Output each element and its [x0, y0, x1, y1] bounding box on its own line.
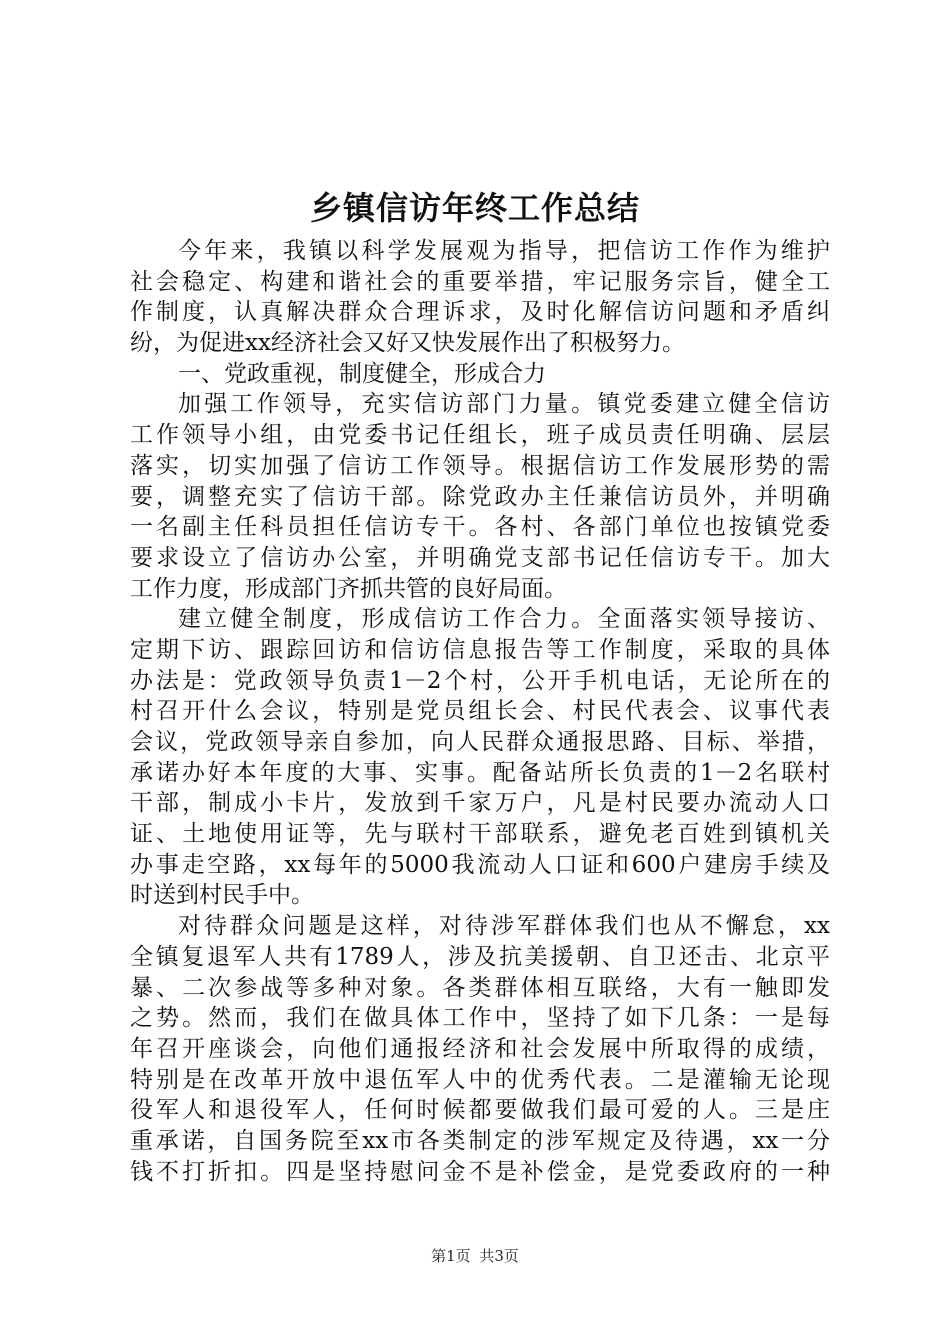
- text-line: 钱不打折扣。四是坚持慰问金不是补偿金，是党委政府的一种: [130, 1158, 830, 1185]
- text-line: 一名副主任科员担任信访专干。各村、各部门单位也按镇党委: [130, 514, 830, 541]
- text-line: 村召开什么会议，特别是党员组长会、村民代表会、议事代表: [130, 698, 830, 725]
- page-total: 共3页: [479, 1247, 519, 1265]
- text-line: 暴、二次参战等多种对象。各类群体相互联络，大有一触即发: [130, 974, 830, 1001]
- text-line: 工作领导小组，由党委书记任组长，班子成员责任明确、层层: [130, 422, 830, 449]
- text-line: 之势。然而，我们在做具体工作中，坚持了如下几条：一是每: [130, 1005, 830, 1032]
- text-line: 会议，党政领导亲自参加，向人民群众通报思路、目标、举措，: [130, 729, 830, 755]
- text-line: 时送到村民手中。: [130, 882, 314, 909]
- text-line: 办法是：党政领导负责1－2个村，公开手机电话，无论所在的: [130, 667, 830, 694]
- text-line: 办事走空路，xx每年的5000我流动人口证和600户建房手续及: [130, 851, 830, 878]
- text-line: 要，调整充实了信访干部。除党政办主任兼信访员外，并明确: [130, 483, 830, 510]
- text-line: 定期下访、跟踪回访和信访信息报告等工作制度，采取的具体: [130, 636, 830, 663]
- text-line: 要求设立了信访办公室，并明确党支部书记任信访专干。加大: [130, 544, 830, 571]
- document-title: 乡镇信访年终工作总结: [309, 189, 640, 227]
- document-body: [130, 236, 830, 1187]
- text-line: 役军人和退役军人，任何时候都要做我们最可爱的人。三是庄: [130, 1097, 830, 1124]
- text-line: 全镇复退军人共有1789人，涉及抗美援朝、自卫还击、北京平: [130, 943, 830, 970]
- text-line: 建立健全制度，形成信访工作合力。全面落实领导接访、: [178, 606, 830, 633]
- text-line: 纷，为促进xx经济社会又好又快发展作出了积极努力。: [130, 330, 685, 357]
- text-line: 重承诺，自国务院至xx市各类制定的涉军规定及待遇，xx一分: [130, 1127, 830, 1154]
- text-line: 工作力度，形成部门齐抓共管的良好局面。: [130, 575, 567, 602]
- text-line: 落实，切实加强了信访工作领导。根据信访工作发展形势的需: [130, 452, 830, 479]
- text-line: 年召开座谈会，向他们通报经济和社会发展中所取得的成绩，: [130, 1035, 830, 1062]
- text-line: 今年来，我镇以科学发展观为指导，把信访工作作为维护: [178, 238, 830, 264]
- section-heading: 一、党政重视，制度健全，形成合力: [178, 360, 546, 387]
- page-number: 第1页: [431, 1247, 471, 1265]
- text-line: 加强工作领导，充实信访部门力量。镇党委建立健全信访: [178, 391, 830, 418]
- text-line: 证、土地使用证等，先与联村干部联系，避免老百姓到镇机关: [130, 821, 830, 848]
- text-line: 承诺办好本年度的大事、实事。配备站所长负责的1－2名联村: [130, 759, 830, 786]
- text-line: 特别是在改革开放中退伍军人中的优秀代表。二是灌输无论现: [130, 1066, 830, 1093]
- page-footer: [0, 1245, 950, 1266]
- text-line: 对待群众问题是这样，对待涉军群体我们也从不懈怠，xx: [178, 913, 830, 940]
- text-line: 社会稳定、构建和谐社会的重要举措，牢记服务宗旨，健全工: [130, 268, 830, 295]
- text-line: 干部，制成小卡片，发放到千家万户，凡是村民要办流动人口: [130, 790, 830, 817]
- text-line: 作制度，认真解决群众合理诉求，及时化解信访问题和矛盾纠: [130, 299, 830, 326]
